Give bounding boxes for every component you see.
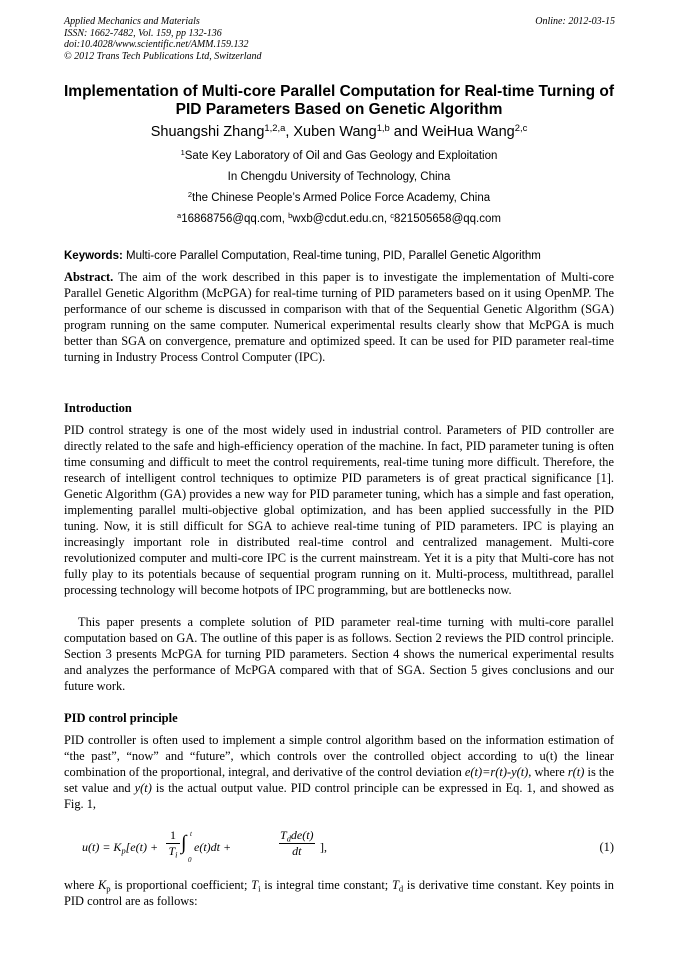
- pid-text: is the actual output value. PID control principle can be expressed in Eq. 1, and showed as Fig. 1,: [64, 781, 614, 811]
- pid-math: T: [251, 878, 259, 892]
- journal-header: [64, 16, 262, 62]
- pid-text: where: [64, 878, 95, 892]
- pid-math: T: [391, 878, 399, 892]
- author-name: Xuben Wang: [293, 124, 377, 140]
- affiliation-text: Sate Key Laboratory of Oil and Gas Geology and Exploitation: [184, 150, 498, 162]
- equation-1: [82, 820, 614, 870]
- journal-copyright: © 2012 Trans Tech Publications Ltd, Switzerland: [64, 50, 262, 62]
- pid-math: y(t): [134, 781, 152, 795]
- email: 16868756@qq.com,: [181, 213, 285, 225]
- equation-integrand: e(t)dt +: [194, 840, 232, 854]
- keywords-text: Multi-core Parallel Computation, Real-time tuning, PID, Parallel Genetic Algorithm: [126, 250, 541, 262]
- integral-lower-limit: 0: [188, 856, 192, 864]
- journal-issn: ISSN: 1662-7482, Vol. 159, pp 132-136: [64, 27, 222, 39]
- pid-text: PID controller is often used to implement a simple control algorithm based on the information estimation of “the past”, “now” and “future”, which controls over the controlled object according to u(t) the linear combination of the proportional, integral, and derivative of the control deviation: [64, 733, 614, 779]
- affiliation-sup: 2: [187, 189, 193, 199]
- keywords-label: Keywords:: [64, 250, 123, 262]
- equation-tail: ],: [320, 840, 327, 854]
- email-sup: a: [177, 210, 182, 220]
- author-sup: 1,2,a: [264, 121, 286, 133]
- pid-math: K: [98, 878, 107, 892]
- email: wxb@cdut.edu.cn,: [292, 213, 388, 225]
- equation-fraction-integral: $\frac{1}{T_i}$: [166, 828, 180, 859]
- email-sup: b: [288, 210, 293, 220]
- email-list: [50, 210, 628, 225]
- pid-math-sub: i: [258, 883, 261, 894]
- equation-fraction-derivative: $T_dde(t)$ dt: [280, 828, 314, 858]
- email: 821505658@qq.com: [394, 213, 501, 225]
- journal-doi: doi:10.4028/www.scientific.net/AMM.159.132: [64, 39, 249, 50]
- integral-sign-icon: ∫: [181, 832, 187, 854]
- affiliation-sup: 1: [180, 147, 185, 157]
- pid-text: is derivative time constant. Key points in PID control are as follows:: [64, 878, 614, 908]
- pid-math: r(t): [567, 765, 585, 779]
- pid-math-sub: d: [398, 883, 404, 894]
- intro-paragraph-2: This paper presents a complete solution of PID parameter real-time turning with multi-core parallel computation based on GA. The outline of this paper is as follows. Section 2 reviews the PID control principle. Section 3 presents McPGA for turning PID parameters. Section 4 shows the numerical experimental results and analyzes the performance of McPGA compared with that of SGA. Section 5 gives conclusions and our future work.: [64, 615, 614, 693]
- journal-name: Applied Mechanics and Materials: [64, 16, 200, 27]
- keywords: [64, 250, 624, 262]
- intro-paragraph-1: PID control strategy is one of the most widely used in industrial control. Parameters of PID controller are directly related to the safe and high-efficiency operation of the machine. In fact, PID parameter tuning is often time consuming and difficult to meet the control requirements, real-time tuning more difficult. Therefore, the research of intelligent control techniques to optimize PID parameters is of great practical significance [1]. Genetic Algorithm (GA) provides a new way for PID parameter tuning, which has a simple and fast operation, implementing parallel multi-objective global optimization, and has been applied successfully in the PID tuning. Now, it is still difficult for SGA to achieve real-time tuning of PID parameters. IPC is playing an increasingly important role in distributed real-time control and centralized management. Multi-core revolutionized computer and multi-core IPC is the current mainstream. Yet it is a pity that Multi-core has not fully play to its potentials because of sequential program running on it. Multi-process, multithread, parallel processing technology will become hotpots of IPC programming, but are bottlenecks now.: [64, 423, 614, 597]
- author-name: Shuangshi Zhang: [150, 124, 265, 140]
- affiliation-2: [50, 189, 628, 204]
- pid-math-sub: p: [106, 883, 111, 894]
- email-sup: c: [390, 210, 395, 220]
- paper-title: Implementation of Multi-core Parallel Computation for Real-time Turning of PID Parameters Based on Genetic Algorithm: [64, 83, 614, 118]
- integral-upper-limit: t: [190, 830, 192, 838]
- author-sup: 2,c: [514, 121, 528, 133]
- pid-math: e(t)=r(t)-y(t): [464, 765, 529, 779]
- pid-text: , where: [528, 765, 565, 779]
- affiliation-text: the Chinese People’s Armed Police Force Academy, China: [192, 192, 491, 204]
- section-heading-introduction: Introduction: [64, 401, 132, 415]
- author-list: Shuangshi Zhang$^{1,2,a}$, Xuben Wang$^{1,b}$ and WeiHua Wang$^{2,c}$: [150, 121, 528, 140]
- author-name: WeiHua Wang: [422, 124, 515, 140]
- pid-text: is proportional coefficient;: [114, 878, 248, 892]
- section-heading-pid: PID control principle: [64, 711, 178, 725]
- pid-paragraph-1: [64, 732, 614, 812]
- author-sup: 1,b: [376, 121, 390, 133]
- affiliation-1b: In Chengdu University of Technology, China: [227, 171, 451, 183]
- pid-paragraph-2: [64, 877, 614, 909]
- pid-text: is the set value and: [64, 765, 614, 795]
- abstract-label: Abstract.: [64, 270, 114, 284]
- abstract-text: The aim of the work described in this paper is to investigate the implementation of Multi-core Parallel Genetic Algorithm (McPGA) for real-time turning of PID parameters based on it using OpenMP. The performance of our scheme is discussed in comparison with that of the Sequential Genetic Algorithm (SGA) program running on the same computer. Numerical experimental results clearly show that McPGA is much better than SGA on convergence, premature and optimized speed. It can be used for PID parameter real-time turning in Industry Process Control Computer (IPC).: [64, 270, 615, 364]
- equation-number: (1): [599, 840, 614, 854]
- equation-lhs: $u(t) = K_p[e(t)$ +: [82, 840, 159, 856]
- author-and: and: [393, 124, 418, 140]
- pid-text: is integral time constant;: [264, 878, 389, 892]
- abstract: [64, 269, 614, 365]
- online-date: Online: 2012-03-15: [535, 16, 615, 27]
- affiliation-1: [50, 147, 628, 162]
